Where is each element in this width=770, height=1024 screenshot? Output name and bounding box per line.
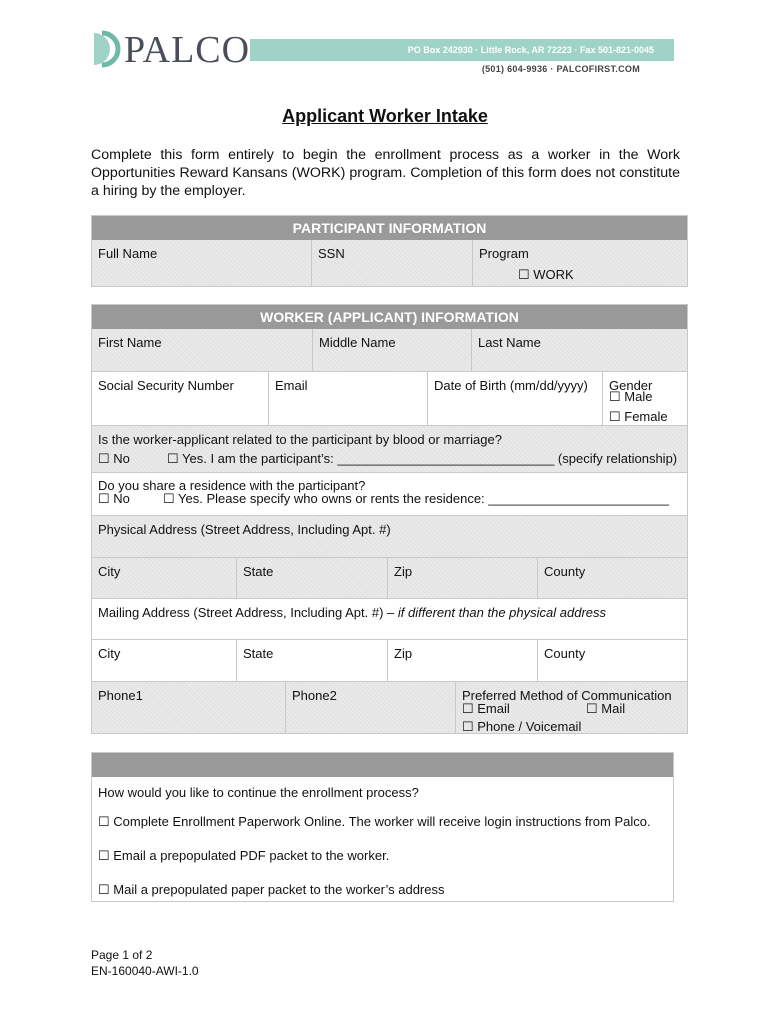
enroll-mail-packet-checkbox[interactable]: ☐ Mail a prepopulated paper packet to the worker’s address (98, 882, 445, 897)
related-no-checkbox[interactable]: ☐ No (98, 451, 130, 466)
physical-county-field[interactable]: County (544, 564, 586, 579)
middle-name-field[interactable]: Middle Name (319, 335, 396, 350)
email-field[interactable]: Email (275, 378, 308, 393)
pref-phone-checkbox[interactable]: ☐ Phone / Voicemail (462, 719, 582, 734)
intro-paragraph: Complete this form entirely to begin the enrollment process as a worker in the Work Opportunities Reward Kansans (WORK) program. Completion of this form does not constitute a hiring by the employer. (91, 147, 680, 199)
physical-zip-field[interactable]: Zip (394, 564, 413, 579)
work-checkbox[interactable]: ☐ WORK (518, 267, 574, 282)
header-address: PO Box 242930 · Little Rock, AR 72223 · Fax 501-821-0045 (407, 45, 654, 55)
pref-method-label: Preferred Method of Communication (462, 688, 672, 703)
participant-ssn-field[interactable]: SSN (318, 246, 345, 261)
phone2-field[interactable]: Phone2 (292, 688, 337, 703)
full-name-field[interactable]: Full Name (98, 246, 158, 261)
first-name-field[interactable]: First Name (98, 335, 162, 350)
physical-address-field[interactable]: Physical Address (Street Address, Including Apt. #) (98, 522, 391, 537)
residence-no-checkbox[interactable]: ☐ No (98, 491, 130, 506)
gender-male-checkbox[interactable]: ☐ Male (609, 389, 653, 404)
enrollment-question: How would you like to continue the enrollment process? (98, 785, 419, 800)
related-question: Is the worker-applicant related to the participant by blood or marriage? (98, 432, 502, 447)
gender-female-checkbox[interactable]: ☐ Female (609, 409, 668, 424)
residence-yes-checkbox[interactable]: ☐ Yes. Please specify who owns or rents the residence: _________________________ (163, 491, 670, 506)
pref-email-checkbox[interactable]: ☐ Email (462, 701, 510, 716)
worker-table (91, 304, 688, 734)
palco-logo-icon (90, 30, 124, 68)
gender-label: Gender (609, 378, 653, 393)
enrollment-heading-bar (92, 753, 673, 777)
enrollment-table (91, 752, 674, 902)
physical-state-field[interactable]: State (243, 564, 274, 579)
header-phone-web: (501) 604-9936 · PALCOFIRST.COM (481, 64, 640, 74)
participant-table (91, 215, 688, 287)
mailing-address-note: if different than the physical address (397, 605, 607, 620)
related-yes-checkbox[interactable]: ☐ Yes. I am the participant’s: ______________________________ (specify relationship) (167, 451, 678, 466)
worker-heading: WORKER (APPLICANT) INFORMATION (92, 305, 687, 329)
mailing-address-field[interactable] (92, 599, 688, 639)
mailing-state-field[interactable]: State (243, 646, 274, 661)
physical-city-field[interactable]: City (98, 564, 121, 579)
page-number: Page 1 of 2 (91, 948, 153, 962)
page-title: Applicant Worker Intake (282, 106, 488, 126)
phone1-field[interactable]: Phone1 (98, 688, 143, 703)
worker-ssn-field[interactable]: Social Security Number (98, 378, 234, 393)
document-code: EN-160040-AWI-1.0 (91, 964, 199, 978)
participant-heading: PARTICIPANT INFORMATION (92, 216, 687, 240)
last-name-field[interactable]: Last Name (478, 335, 541, 350)
mailing-address-label: Mailing Address (Street Address, Including Apt. #) – (98, 605, 398, 620)
mailing-city-field[interactable]: City (98, 646, 121, 661)
mailing-county-field[interactable]: County (544, 646, 586, 661)
program-field: Program (479, 246, 529, 261)
pref-mail-checkbox[interactable]: ☐ Mail (586, 701, 626, 716)
residence-question: Do you share a residence with the participant? (98, 478, 366, 493)
enroll-online-checkbox[interactable]: ☐ Complete Enrollment Paperwork Online. The worker will receive login instructions from Palco. (98, 814, 651, 829)
enroll-email-pdf-checkbox[interactable]: ☐ Email a prepopulated PDF packet to the worker. (98, 848, 390, 863)
mailing-zip-field[interactable]: Zip (394, 646, 413, 661)
logo-wordmark: PALCO (124, 29, 251, 71)
dob-field[interactable]: Date of Birth (mm/dd/yyyy) (434, 378, 588, 393)
